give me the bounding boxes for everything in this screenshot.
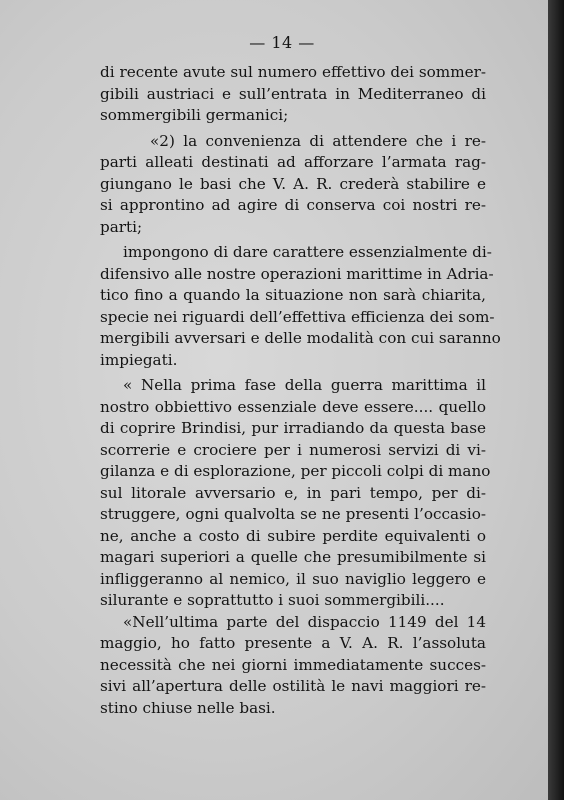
- text-line: giungano le basi che V. A. R. crederà stabilire e: [100, 174, 486, 193]
- text-line: impongono di dare carattere essenzialmente di-: [123, 243, 492, 261]
- text-line: maggio, ho fatto presente a V. A. R. l’assoluta: [100, 634, 486, 652]
- text-line: difensivo alle nostre operazioni marittime in Adria-: [100, 264, 494, 283]
- text-line: specie nei riguardi dell’effettiva efficienza dei som-: [100, 307, 495, 326]
- text-line: scorrerie e crociere per i numerosi servizi di vi-: [100, 440, 486, 459]
- text-line: sommergibili germanici;: [100, 106, 289, 124]
- text-line: gilanza e di esplorazione, per piccoli colpi di mano: [100, 462, 491, 480]
- text-line: gibili austriaci e sull’entrata in Mediterraneo di: [100, 84, 486, 103]
- text-line: sivi all’apertura delle ostilità le navi maggiori re-: [100, 677, 486, 695]
- text-line: si approntino ad agire di conserva coi nostri re-: [100, 196, 486, 214]
- text-line: mergibili avversari e delle modalità con cui saranno: [100, 329, 501, 347]
- text-line: di recente avute sul numero effettivo dei sommer-: [100, 63, 486, 81]
- text-line: struggere, ogni qualvolta se ne presenti l’occasio-: [100, 505, 486, 523]
- text-line: di coprire Brindisi, pur irradiando da questa base: [100, 419, 486, 437]
- paragraph: [100, 62, 486, 127]
- paragraph: [100, 612, 486, 720]
- paragraph: [100, 131, 486, 239]
- text-line: infliggeranno al nemico, il suo naviglio leggero e: [100, 569, 486, 588]
- text-line: impiegati.: [100, 350, 178, 369]
- text-line: «2) la convenienza di attendere che i re-: [150, 131, 486, 150]
- body-text: [100, 62, 501, 719]
- text-line: necessità che nei giorni immediatamente succes-: [100, 655, 486, 674]
- text-line: «Nell’ultima parte del dispaccio 1149 del 14: [123, 612, 486, 631]
- text-line: « Nella prima fase della guerra marittima il: [123, 376, 486, 394]
- text-line: stino chiuse nelle basi.: [100, 698, 276, 717]
- text-line: magari superiori a quelle che presumibilmente si: [100, 548, 486, 566]
- text-line: parti;: [100, 217, 143, 236]
- page-number: — 14 —: [249, 33, 315, 52]
- paragraph: [100, 242, 501, 371]
- page-edge-shadow: [548, 0, 564, 800]
- text-line: ne, anche a costo di subire perdite equivalenti o: [100, 526, 486, 545]
- text-line: silurante e soprattutto i suoi sommergibili....: [100, 591, 445, 609]
- text-line: nostro obbiettivo essenziale deve essere.... quello: [100, 397, 486, 416]
- text-line: parti alleati destinati ad afforzare l’armata rag-: [100, 153, 486, 171]
- text-line: tico fino a quando la situazione non sarà chiarita,: [100, 286, 486, 304]
- paragraph: [100, 375, 491, 612]
- text-line: sul litorale avversario e, in pari tempo, per di-: [100, 483, 486, 502]
